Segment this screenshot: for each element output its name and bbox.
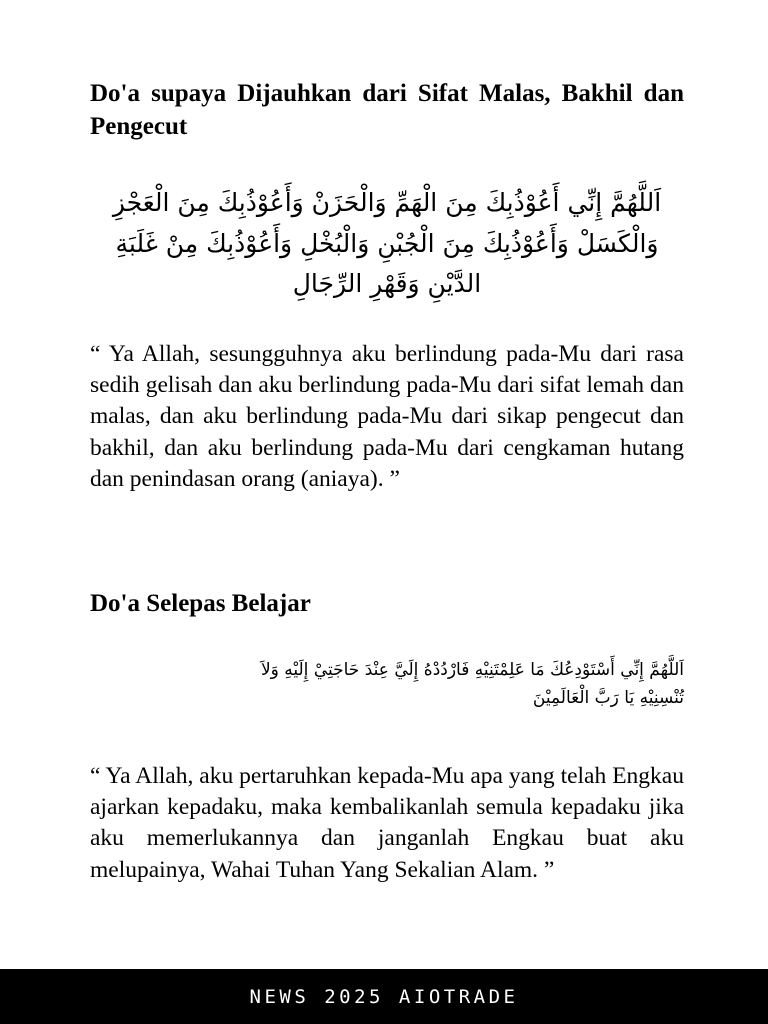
footer-watermark-text: NEWS 2025 AIOTRADE (249, 985, 519, 1008)
translation-text-2: “ Ya Allah, aku pertaruhkan kepada-Mu apa yang telah Engkau ajarkan kepadaku, maka kembalikanlah semula kepadaku jika aku memerlukannya dan janganlah Engkau buat aku melupainya, Wahai Tuhan Yang Sekalian Alam. ” (90, 762, 684, 883)
arabic-line: اَللَّهُمَّ إِنِّي أَعُوْذُبِكَ مِنَ الْهَمِّ وَالْحَزَنْ وَأَعُوْذُبِكَ مِنَ الْعَجْزِ (112, 188, 662, 217)
spacer (90, 305, 684, 339)
arabic-line: تُنْسِنِيْهِ يَا رَبَّ الْعَالَمِيْنَ (532, 688, 684, 709)
footer-banner (0, 969, 768, 1024)
arabic-line: وَالْكَسَلْ وَأَعُوْذُبِكَ مِنَ الْجُبْنِ وَالْبُخْلِ وَأَعُوْذُبِكَ مِنْ غَلَبَةِ (115, 228, 659, 258)
arabic-passage-1 (90, 183, 684, 305)
arabic-line: اَللَّهُمَّ إِنِّي أَسْتَوْدِعُكَ مَا عَلِمْتَنِيْهِ فَارْدُدْهُ إِلَيَّ عِنْدَ حَاجَتِيْ إِلَيْهِ وَلاَ (260, 660, 684, 681)
document-content (90, 78, 684, 886)
prayer-section-1 (90, 78, 684, 496)
spacer (90, 620, 684, 656)
section-title-doa-malas-bakhil-pengecut: Do'a supaya Dijauhkan dari Sifat Malas, Bakhil dan Pengecut (90, 80, 684, 140)
section-spacer (90, 496, 684, 588)
prayer-section-2 (90, 588, 684, 887)
spacer (90, 143, 684, 183)
arabic-line: الدَّيْنِ وَقَهْرِ الرِّجَالِ (292, 269, 482, 298)
spacer (90, 713, 684, 761)
arabic-passage-2 (90, 656, 684, 712)
translation-text-1: “ Ya Allah, sesungguhnya aku berlindung pada-Mu dari rasa sedih gelisah dan aku berlindung pada-Mu dari sifat lemah dan malas, dan aku berlindung pada-Mu dari sikap pengecut dan bakhil, dan aku berlindung pada-Mu dari cengkaman hutang dan penindasan orang (aniaya). ” (90, 340, 684, 493)
section-title-doa-selepas-belajar: Do'a Selepas Belajar (90, 589, 311, 617)
